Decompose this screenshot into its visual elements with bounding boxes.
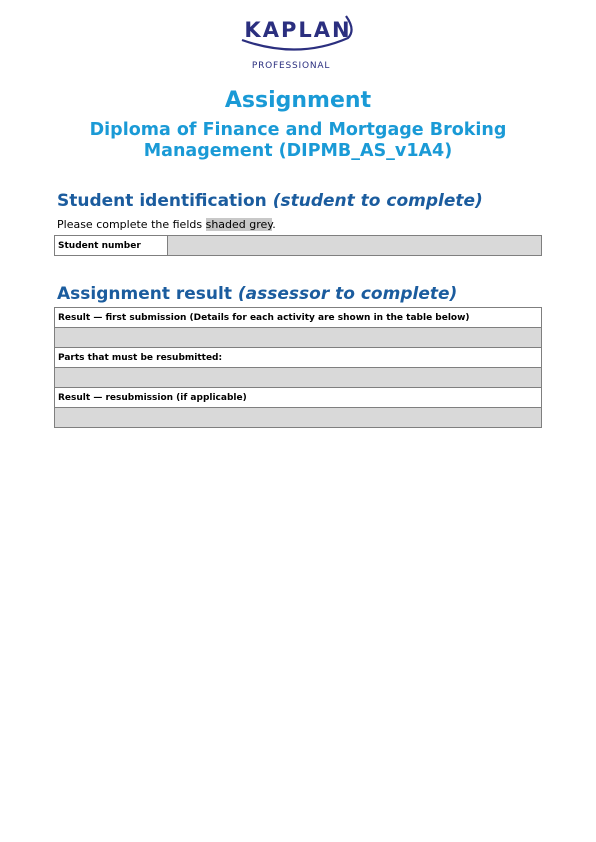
resubmit-parts-label: Parts that must be resubmitted:: [55, 348, 542, 368]
document-title: Assignment: [224, 88, 372, 113]
student-heading-emphasis: (student to complete): [272, 191, 483, 211]
kaplan-professional-logo: [236, 10, 360, 72]
instruction-suffix: .: [272, 218, 276, 231]
student-heading-text: Student identification: [57, 191, 267, 211]
instruction-prefix: Please complete the fields: [57, 218, 206, 231]
student-number-label: Student number: [55, 236, 168, 256]
instruction-highlight: shaded grey: [205, 218, 273, 231]
resubmission-result-label: Result — resubmission (if applicable): [55, 388, 542, 408]
table-row: [55, 348, 542, 368]
resubmit-parts-field[interactable]: [55, 368, 542, 388]
student-identification-table: [54, 235, 542, 256]
svg-text:KAPLAN: KAPLAN: [244, 18, 352, 42]
subtitle-line-1: Diploma of Finance and Mortgage Broking: [89, 120, 507, 140]
subtitle-line-2: Management (DIPMB_AS_v1A4): [143, 141, 453, 161]
table-row: [55, 236, 542, 256]
first-submission-field[interactable]: [55, 328, 542, 348]
table-row: [55, 328, 542, 348]
result-heading-text: Assignment result: [57, 284, 232, 304]
table-row: [55, 368, 542, 388]
table-row: [55, 408, 542, 428]
student-number-field[interactable]: [168, 236, 542, 256]
table-row: [55, 388, 542, 408]
resubmission-result-field[interactable]: [55, 408, 542, 428]
assignment-result-heading: [57, 283, 457, 305]
instruction-text: [57, 218, 276, 232]
svg-text:PROFESSIONAL: PROFESSIONAL: [251, 61, 331, 71]
student-identification-heading: [57, 190, 483, 212]
first-submission-label: Result — first submission (Details for each activity are shown in the table below): [55, 308, 542, 328]
assignment-result-table: [54, 307, 542, 428]
table-row: [55, 308, 542, 328]
document-subtitle: [40, 120, 556, 162]
result-heading-emphasis: (assessor to complete): [237, 284, 458, 304]
